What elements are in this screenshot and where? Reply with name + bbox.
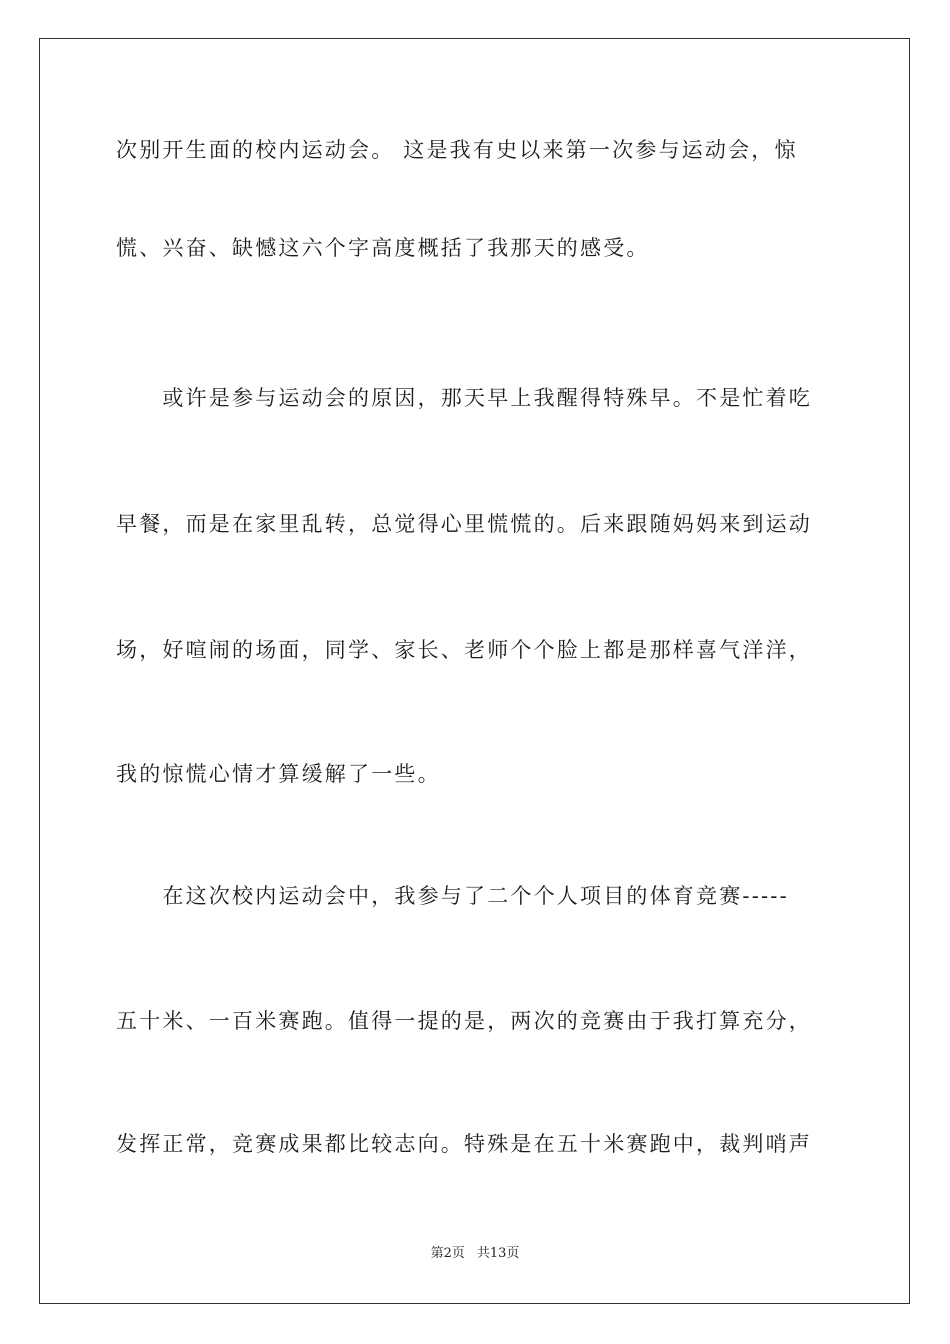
text-line: 在这次校内运动会中，我参与了二个个人项目的体育竞赛----- xyxy=(116,884,789,908)
text-line: 发挥正常，竞赛成果都比较志向。特殊是在五十米赛跑中，裁判哨声 xyxy=(116,1132,812,1156)
page-total: 共13页 xyxy=(476,1246,520,1261)
text-line: 慌、兴奋、缺憾这六个字高度概括了我那天的感受。 xyxy=(116,236,650,260)
text-line: 次别开生面的校内运动会。 这是我有史以来第一次参与运动会，惊 xyxy=(116,138,798,162)
text-line: 或许是参与运动会的原因，那天早上我醒得特殊早。不是忙着吃 xyxy=(116,386,812,410)
page-number: 第2页 xyxy=(430,1246,465,1261)
page-frame xyxy=(39,38,910,1304)
text-line: 五十米、一百米赛跑。值得一提的是，两次的竞赛由于我打算充分， xyxy=(116,1009,812,1033)
text-line: 我的惊慌心情才算缓解了一些。 xyxy=(116,762,441,786)
text-line: 场，好喧闹的场面，同学、家长、老师个个脸上都是那样喜气洋洋， xyxy=(116,638,812,662)
page-footer xyxy=(0,1245,950,1263)
text-line: 早餐，而是在家里乱转，总觉得心里慌慌的。后来跟随妈妈来到运动 xyxy=(116,512,812,536)
